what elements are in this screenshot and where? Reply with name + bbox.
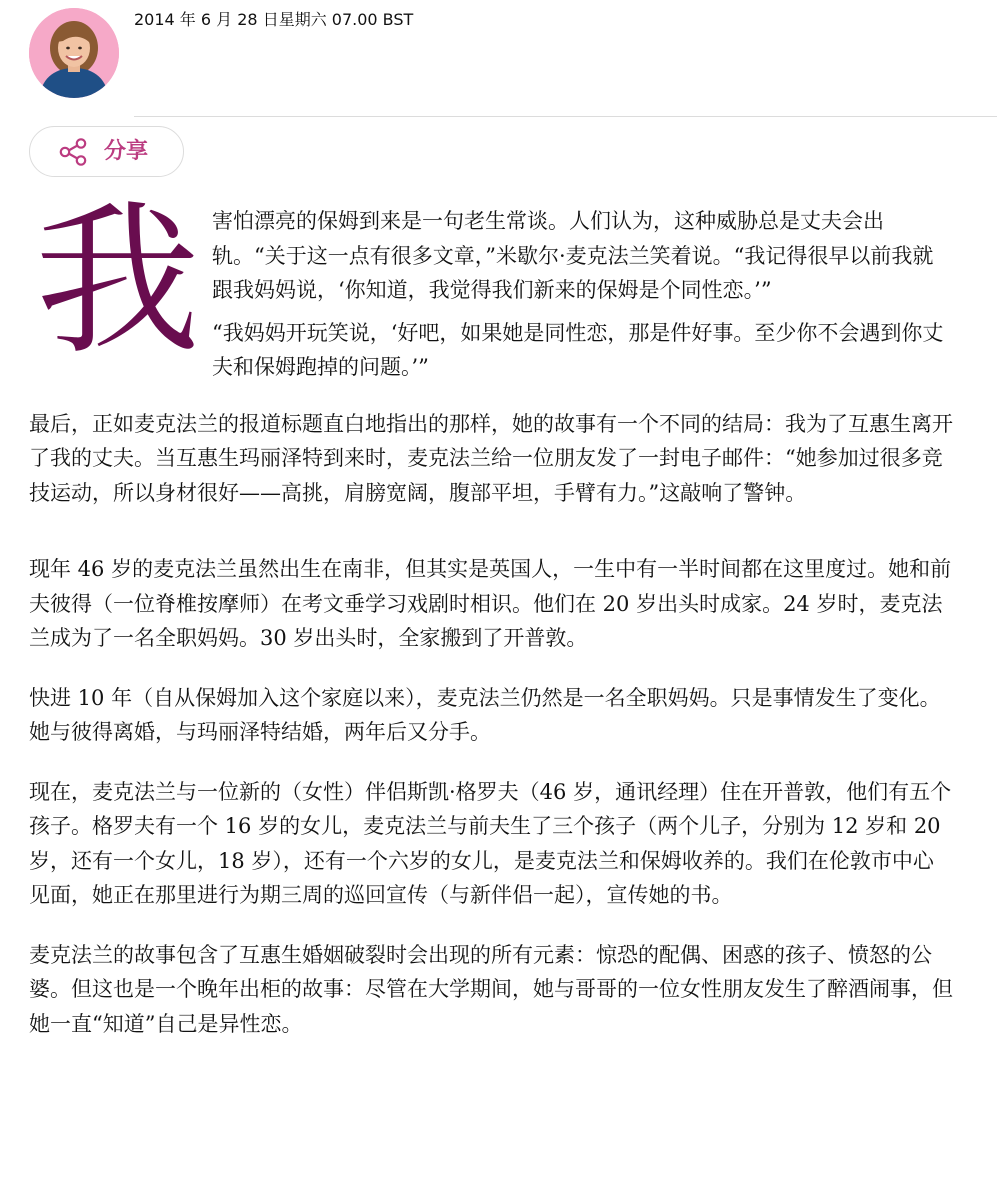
share-button[interactable] [29, 126, 184, 177]
paragraph-1: 害怕漂亮的保姆到来是一句老生常谈。人们认为，这种威胁总是丈夫会出轨。“关于这一点有很多文章，”米歇尔·麦克法兰笑着说。“我记得很早以前我就跟我妈妈说，‘你知道，我觉得我们新来的保姆是个同性恋。’” [212, 209, 934, 302]
drop-cap: 我 [35, 185, 200, 377]
paragraph-2: “我妈妈开玩笑说，‘好吧，如果她是同性恋，那是件好事。至少你不会遇到你丈夫和保姆跑掉的问题。’” [212, 320, 944, 379]
article-body [29, 185, 954, 1066]
paragraph-3: 最后，正如麦克法兰的报道标题直白地指出的那样，她的故事有一个不同的结局：我为了互惠生离开了我的丈夫。当互惠生玛丽泽特到来时，麦克法兰给一位朋友发了一封电子邮件：“她参加过很多竞技运动，所以身材很好——高挑，肩膀宽阔，腹部平坦，手臂有力。”这敲响了警钟。 [29, 411, 953, 505]
author-portrait-icon [29, 8, 119, 98]
share-icon [58, 138, 88, 166]
paragraph-6: 现在，麦克法兰与一位新的（女性）伴侣斯凯·格罗夫（46 岁，通讯经理）住在开普敦，他们有五个孩子。格罗夫有一个 16 岁的女儿，麦克法兰与前夫生了三个孩子（两个儿子，分别为 12 岁和 20 岁，还有一个女儿，18 岁），还有一个六岁的女儿，是麦克法兰和保姆收养的。我们在伦敦市中心见面，她正在那里进行为期三周的巡回宣传（与新伴侣一起），宣传她的书。 [29, 779, 952, 907]
paragraph-5: 快进 10 年（自从保姆加入这个家庭以来），麦克法兰仍然是一名全职妈妈。只是事情发生了变化。她与彼得离婚，与玛丽泽特结婚，两年后又分手。 [29, 685, 941, 744]
lead-block [29, 185, 954, 385]
publish-date: 2014 年 6 月 28 日星期六 07.00 BST [134, 10, 414, 29]
paragraph-4: 现年 46 岁的麦克法兰虽然出生在南非，但其实是英国人，一生中有一半时间都在这里度过。她和前夫彼得（一位脊椎按摩师）在考文垂学习戏剧时相识。他们在 20 岁出头时成家。24 岁时，麦克法兰成为了一名全职妈妈。30 岁出头时，全家搬到了开普敦。 [29, 557, 952, 650]
share-label: 分享 [104, 139, 149, 164]
divider [134, 116, 997, 117]
paragraph-7: 麦克法兰的故事包含了互惠生婚姻破裂时会出现的所有元素：惊恐的配偶、困惑的孩子、愤怒的公婆。但这也是一个晚年出柜的故事：尽管在大学期间，她与哥哥的一位女性朋友发生了醉酒闹事，但她一直“知道”自己是异性恋。 [29, 942, 953, 1036]
author-avatar[interactable] [29, 8, 119, 98]
byline-meta [0, 0, 997, 118]
